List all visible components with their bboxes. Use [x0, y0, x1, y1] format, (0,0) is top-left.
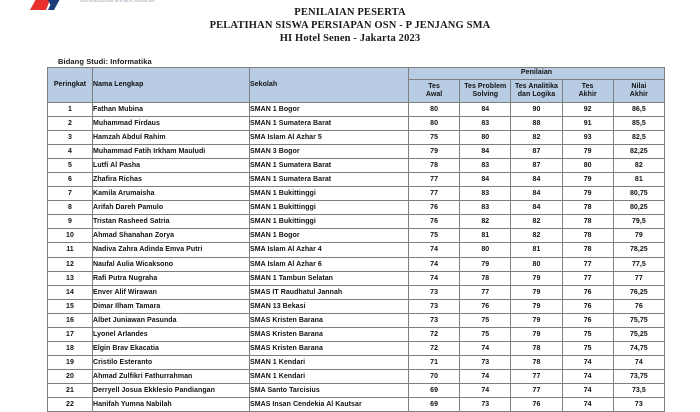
cell-al: 77	[511, 369, 562, 383]
cell-name: Fathan Mubina	[93, 103, 250, 117]
cell-name: Lutfi Al Pasha	[93, 159, 250, 173]
cell-name: Derryell Josua Ekklesio Pandiangan	[93, 383, 250, 397]
table-row	[48, 159, 665, 173]
cell-ps: 84	[460, 145, 511, 159]
page-venue: HI Hotel Senen - Jakarta 2023	[279, 33, 421, 44]
cell-al: 87	[511, 145, 562, 159]
cell-akhir: 78	[562, 201, 613, 215]
cell-nilai: 81	[613, 173, 664, 187]
cell-awal: 80	[409, 117, 460, 131]
cell-al: 78	[511, 355, 562, 369]
table-row	[48, 201, 665, 215]
subject-line: Bidang Studi: Informatika	[58, 57, 152, 66]
cell-school: SMA Islam Al Azhar 4	[250, 243, 409, 257]
table-head	[48, 68, 665, 103]
cell-akhir: 79	[562, 173, 613, 187]
page-subtitle: PELATIHAN SISWA PERSIAPAN OSN - P JENJANG SMA	[209, 20, 491, 31]
table-row	[48, 397, 665, 411]
cell-ps: 73	[460, 355, 511, 369]
cell-rank: 18	[48, 341, 93, 355]
cell-nilai: 82	[613, 159, 664, 173]
cell-akhir: 75	[562, 341, 613, 355]
cell-rank: 21	[48, 383, 93, 397]
cell-rank: 6	[48, 173, 93, 187]
cell-akhir: 79	[562, 145, 613, 159]
col-header-tes-problem-solving: Tes Problem Solving	[460, 80, 511, 103]
cell-ps: 83	[460, 159, 511, 173]
cell-name: Naufal Aulia Wicaksono	[93, 257, 250, 271]
cell-ps: 79	[460, 257, 511, 271]
cell-rank: 5	[48, 159, 93, 173]
cell-rank: 4	[48, 145, 93, 159]
cell-name: Hamzah Abdul Rahim	[93, 131, 250, 145]
cell-akhir: 76	[562, 313, 613, 327]
cell-ps: 75	[460, 313, 511, 327]
cell-rank: 11	[48, 243, 93, 257]
col-header-tes-analitika: Tes Analitika dan Logika	[511, 80, 562, 103]
cell-awal: 69	[409, 383, 460, 397]
cell-rank: 22	[48, 397, 93, 411]
cell-awal: 78	[409, 159, 460, 173]
document-title-block	[0, 6, 700, 46]
cell-al: 87	[511, 159, 562, 173]
cell-awal: 69	[409, 397, 460, 411]
cell-school: SMA Islam Al Azhar 6	[250, 257, 409, 271]
cell-al: 78	[511, 341, 562, 355]
cell-name: Dimar Ilham Tamara	[93, 299, 250, 313]
cell-ps: 77	[460, 285, 511, 299]
cell-ps: 74	[460, 383, 511, 397]
col-header-nilai-akhir-line2: Akhir	[629, 91, 648, 98]
cell-school: SMAN 3 Bogor	[250, 145, 409, 159]
cell-awal: 76	[409, 215, 460, 229]
cell-al: 79	[511, 285, 562, 299]
cell-awal: 72	[409, 341, 460, 355]
cell-school: SMA Islam Al Azhar 5	[250, 131, 409, 145]
cell-nilai: 77,5	[613, 257, 664, 271]
cell-awal: 74	[409, 271, 460, 285]
cell-al: 84	[511, 187, 562, 201]
table-row	[48, 131, 665, 145]
table-row	[48, 355, 665, 369]
cell-rank: 17	[48, 327, 93, 341]
table-row	[48, 341, 665, 355]
cell-al: 84	[511, 201, 562, 215]
cell-nilai: 80,25	[613, 201, 664, 215]
cell-awal: 74	[409, 243, 460, 257]
table-row	[48, 103, 665, 117]
cell-al: 90	[511, 103, 562, 117]
cell-nilai: 76,25	[613, 285, 664, 299]
cell-akhir: 74	[562, 369, 613, 383]
cell-awal: 71	[409, 355, 460, 369]
table-row	[48, 187, 665, 201]
cell-awal: 79	[409, 145, 460, 159]
cell-name: Ahmad Shanahan Zorya	[93, 229, 250, 243]
cell-nilai: 79,5	[613, 215, 664, 229]
logo-caption: DAN KEBUDAYAAN REPUBLIK INDONESIA	[80, 0, 155, 3]
cell-nilai: 80,75	[613, 187, 664, 201]
cell-awal: 75	[409, 131, 460, 145]
cell-ps: 81	[460, 229, 511, 243]
cell-school: SMAN 1 Kendari	[250, 355, 409, 369]
col-header-tes-akhir-line2: Akhir	[578, 91, 597, 98]
cell-nilai: 74	[613, 355, 664, 369]
cell-al: 88	[511, 117, 562, 131]
table-row	[48, 243, 665, 257]
cell-school: SMAN 13 Bekasi	[250, 299, 409, 313]
table-row	[48, 229, 665, 243]
table-row	[48, 383, 665, 397]
cell-ps: 73	[460, 397, 511, 411]
cell-school: SMAS Kristen Barana	[250, 341, 409, 355]
cell-nilai: 86,5	[613, 103, 664, 117]
col-header-tes-awal-line1: Tes	[428, 82, 440, 90]
cell-school: SMAS Kristen Barana	[250, 327, 409, 341]
table-row	[48, 145, 665, 159]
cell-rank: 1	[48, 103, 93, 117]
cell-akhir: 80	[562, 159, 613, 173]
cell-name: Arifah Dareh Pamulo	[93, 201, 250, 215]
cell-ps: 83	[460, 187, 511, 201]
table-row	[48, 215, 665, 229]
cell-rank: 13	[48, 271, 93, 285]
cell-nilai: 78,25	[613, 243, 664, 257]
cell-akhir: 77	[562, 271, 613, 285]
col-header-school: Sekolah	[250, 68, 409, 103]
grades-table-wrap	[47, 67, 665, 412]
cell-rank: 3	[48, 131, 93, 145]
cell-ps: 80	[460, 131, 511, 145]
cell-awal: 73	[409, 285, 460, 299]
cell-nilai: 79	[613, 229, 664, 243]
cell-ps: 84	[460, 173, 511, 187]
page-title: PENILAIAN PESERTA	[294, 7, 406, 18]
cell-rank: 14	[48, 285, 93, 299]
col-header-group-penilaian: Penilaian	[409, 68, 665, 80]
cell-awal: 72	[409, 327, 460, 341]
cell-nilai: 75,25	[613, 327, 664, 341]
cell-rank: 8	[48, 201, 93, 215]
cell-akhir: 93	[562, 131, 613, 145]
cell-name: Enver Alif Wirawan	[93, 285, 250, 299]
cell-akhir: 78	[562, 243, 613, 257]
cell-school: SMAS Insan Cendekia Al Kautsar	[250, 397, 409, 411]
cell-school: SMAN 1 Tambun Selatan	[250, 271, 409, 285]
col-header-tes-akhir-line1: Tes	[581, 82, 594, 90]
cell-awal: 77	[409, 173, 460, 187]
cell-al: 82	[511, 229, 562, 243]
cell-al: 82	[511, 131, 562, 145]
cell-ps: 76	[460, 299, 511, 313]
cell-rank: 15	[48, 299, 93, 313]
cell-school: SMAS IT Raudhatul Jannah	[250, 285, 409, 299]
table-row	[48, 327, 665, 341]
cell-akhir: 74	[562, 355, 613, 369]
cell-nilai: 74,75	[613, 341, 664, 355]
cell-nilai: 76	[613, 299, 664, 313]
cell-school: SMAN 1 Bukittinggi	[250, 215, 409, 229]
cell-rank: 7	[48, 187, 93, 201]
cell-awal: 75	[409, 229, 460, 243]
cell-rank: 16	[48, 313, 93, 327]
cell-al: 84	[511, 173, 562, 187]
col-header-tes-akhir	[562, 80, 613, 103]
cell-name: Kamila Arumaisha	[93, 187, 250, 201]
cell-akhir: 78	[562, 229, 613, 243]
cell-school: SMAN 1 Bogor	[250, 229, 409, 243]
cell-nilai: 85,5	[613, 117, 664, 131]
cell-name: Zhafira Richas	[93, 173, 250, 187]
grades-table	[47, 67, 665, 412]
cell-al: 79	[511, 299, 562, 313]
cell-rank: 2	[48, 117, 93, 131]
cell-awal: 74	[409, 257, 460, 271]
cell-school: SMAN 1 Sumatera Barat	[250, 117, 409, 131]
cell-nilai: 73,5	[613, 383, 664, 397]
col-header-tes-awal	[409, 80, 460, 103]
cell-nilai: 82,25	[613, 145, 664, 159]
cell-name: Cristilo Esteranto	[93, 355, 250, 369]
table-header-row-group	[48, 68, 665, 80]
cell-awal: 73	[409, 299, 460, 313]
cell-rank: 20	[48, 369, 93, 383]
cell-school: SMAN 1 Bukittinggi	[250, 187, 409, 201]
table-row	[48, 369, 665, 383]
cell-name: Albet Juniawan Pasunda	[93, 313, 250, 327]
cell-akhir: 78	[562, 215, 613, 229]
cell-awal: 77	[409, 187, 460, 201]
cell-rank: 10	[48, 229, 93, 243]
cell-ps: 80	[460, 243, 511, 257]
col-header-rank: Peringkat	[48, 68, 93, 103]
cell-name: Elgin Brav Ekacatia	[93, 341, 250, 355]
col-header-name: Nama Lengkap	[93, 68, 250, 103]
cell-al: 79	[511, 271, 562, 285]
cell-ps: 83	[460, 117, 511, 131]
cell-al: 80	[511, 257, 562, 271]
cell-al: 76	[511, 397, 562, 411]
cell-ps: 74	[460, 341, 511, 355]
cell-ps: 82	[460, 215, 511, 229]
table-body	[48, 103, 665, 412]
table-row	[48, 117, 665, 131]
cell-akhir: 74	[562, 383, 613, 397]
cell-school: SMAS Kristen Barana	[250, 313, 409, 327]
cell-name: Muhammad Fatih Irkham Mauludi	[93, 145, 250, 159]
cell-name: Hanifah Yumna Nabilah	[93, 397, 250, 411]
cell-akhir: 79	[562, 187, 613, 201]
cell-name: Lyonel Arlandes	[93, 327, 250, 341]
table-row	[48, 299, 665, 313]
cell-akhir: 92	[562, 103, 613, 117]
cell-al: 81	[511, 243, 562, 257]
cell-awal: 76	[409, 201, 460, 215]
table-row	[48, 313, 665, 327]
cell-ps: 75	[460, 327, 511, 341]
cell-ps: 78	[460, 271, 511, 285]
cell-awal: 73	[409, 313, 460, 327]
cell-school: SMA Santo Tarcisius	[250, 383, 409, 397]
cell-nilai: 73	[613, 397, 664, 411]
cell-ps: 84	[460, 103, 511, 117]
cell-school: SMAN 1 Sumatera Barat	[250, 159, 409, 173]
col-header-tes-awal-line2: Awal	[425, 91, 443, 98]
cell-akhir: 75	[562, 327, 613, 341]
table-row	[48, 173, 665, 187]
cell-name: Tristan Rasheed Satria	[93, 215, 250, 229]
cell-al: 77	[511, 383, 562, 397]
cell-name: Nadiva Zahra Adinda Emva Putri	[93, 243, 250, 257]
cell-akhir: 91	[562, 117, 613, 131]
cell-ps: 83	[460, 201, 511, 215]
cell-awal: 80	[409, 103, 460, 117]
cell-school: SMAN 1 Bogor	[250, 103, 409, 117]
cell-name: Rafi Putra Nugraha	[93, 271, 250, 285]
cell-al: 82	[511, 215, 562, 229]
cell-akhir: 76	[562, 285, 613, 299]
cell-rank: 19	[48, 355, 93, 369]
cell-name: Muhammad Firdaus	[93, 117, 250, 131]
table-row	[48, 257, 665, 271]
cell-school: SMAN 1 Sumatera Barat	[250, 173, 409, 187]
cell-al: 79	[511, 313, 562, 327]
cell-nilai: 82,5	[613, 131, 664, 145]
table-row	[48, 271, 665, 285]
cell-akhir: 76	[562, 299, 613, 313]
cell-ps: 74	[460, 369, 511, 383]
cell-nilai: 77	[613, 271, 664, 285]
cell-akhir: 77	[562, 257, 613, 271]
cell-akhir: 74	[562, 397, 613, 411]
table-row	[48, 285, 665, 299]
cell-school: SMAN 1 Kendari	[250, 369, 409, 383]
cell-nilai: 73,75	[613, 369, 664, 383]
cell-rank: 9	[48, 215, 93, 229]
cell-name: Ahmad Zulfikri Fathurrahman	[93, 369, 250, 383]
cell-al: 79	[511, 327, 562, 341]
col-header-nilai-akhir	[613, 80, 664, 103]
cell-school: SMAN 1 Bukittinggi	[250, 201, 409, 215]
col-header-nilai-akhir-line1: Nilai	[631, 82, 647, 90]
cell-nilai: 75,75	[613, 313, 664, 327]
cell-rank: 12	[48, 257, 93, 271]
cell-awal: 70	[409, 369, 460, 383]
